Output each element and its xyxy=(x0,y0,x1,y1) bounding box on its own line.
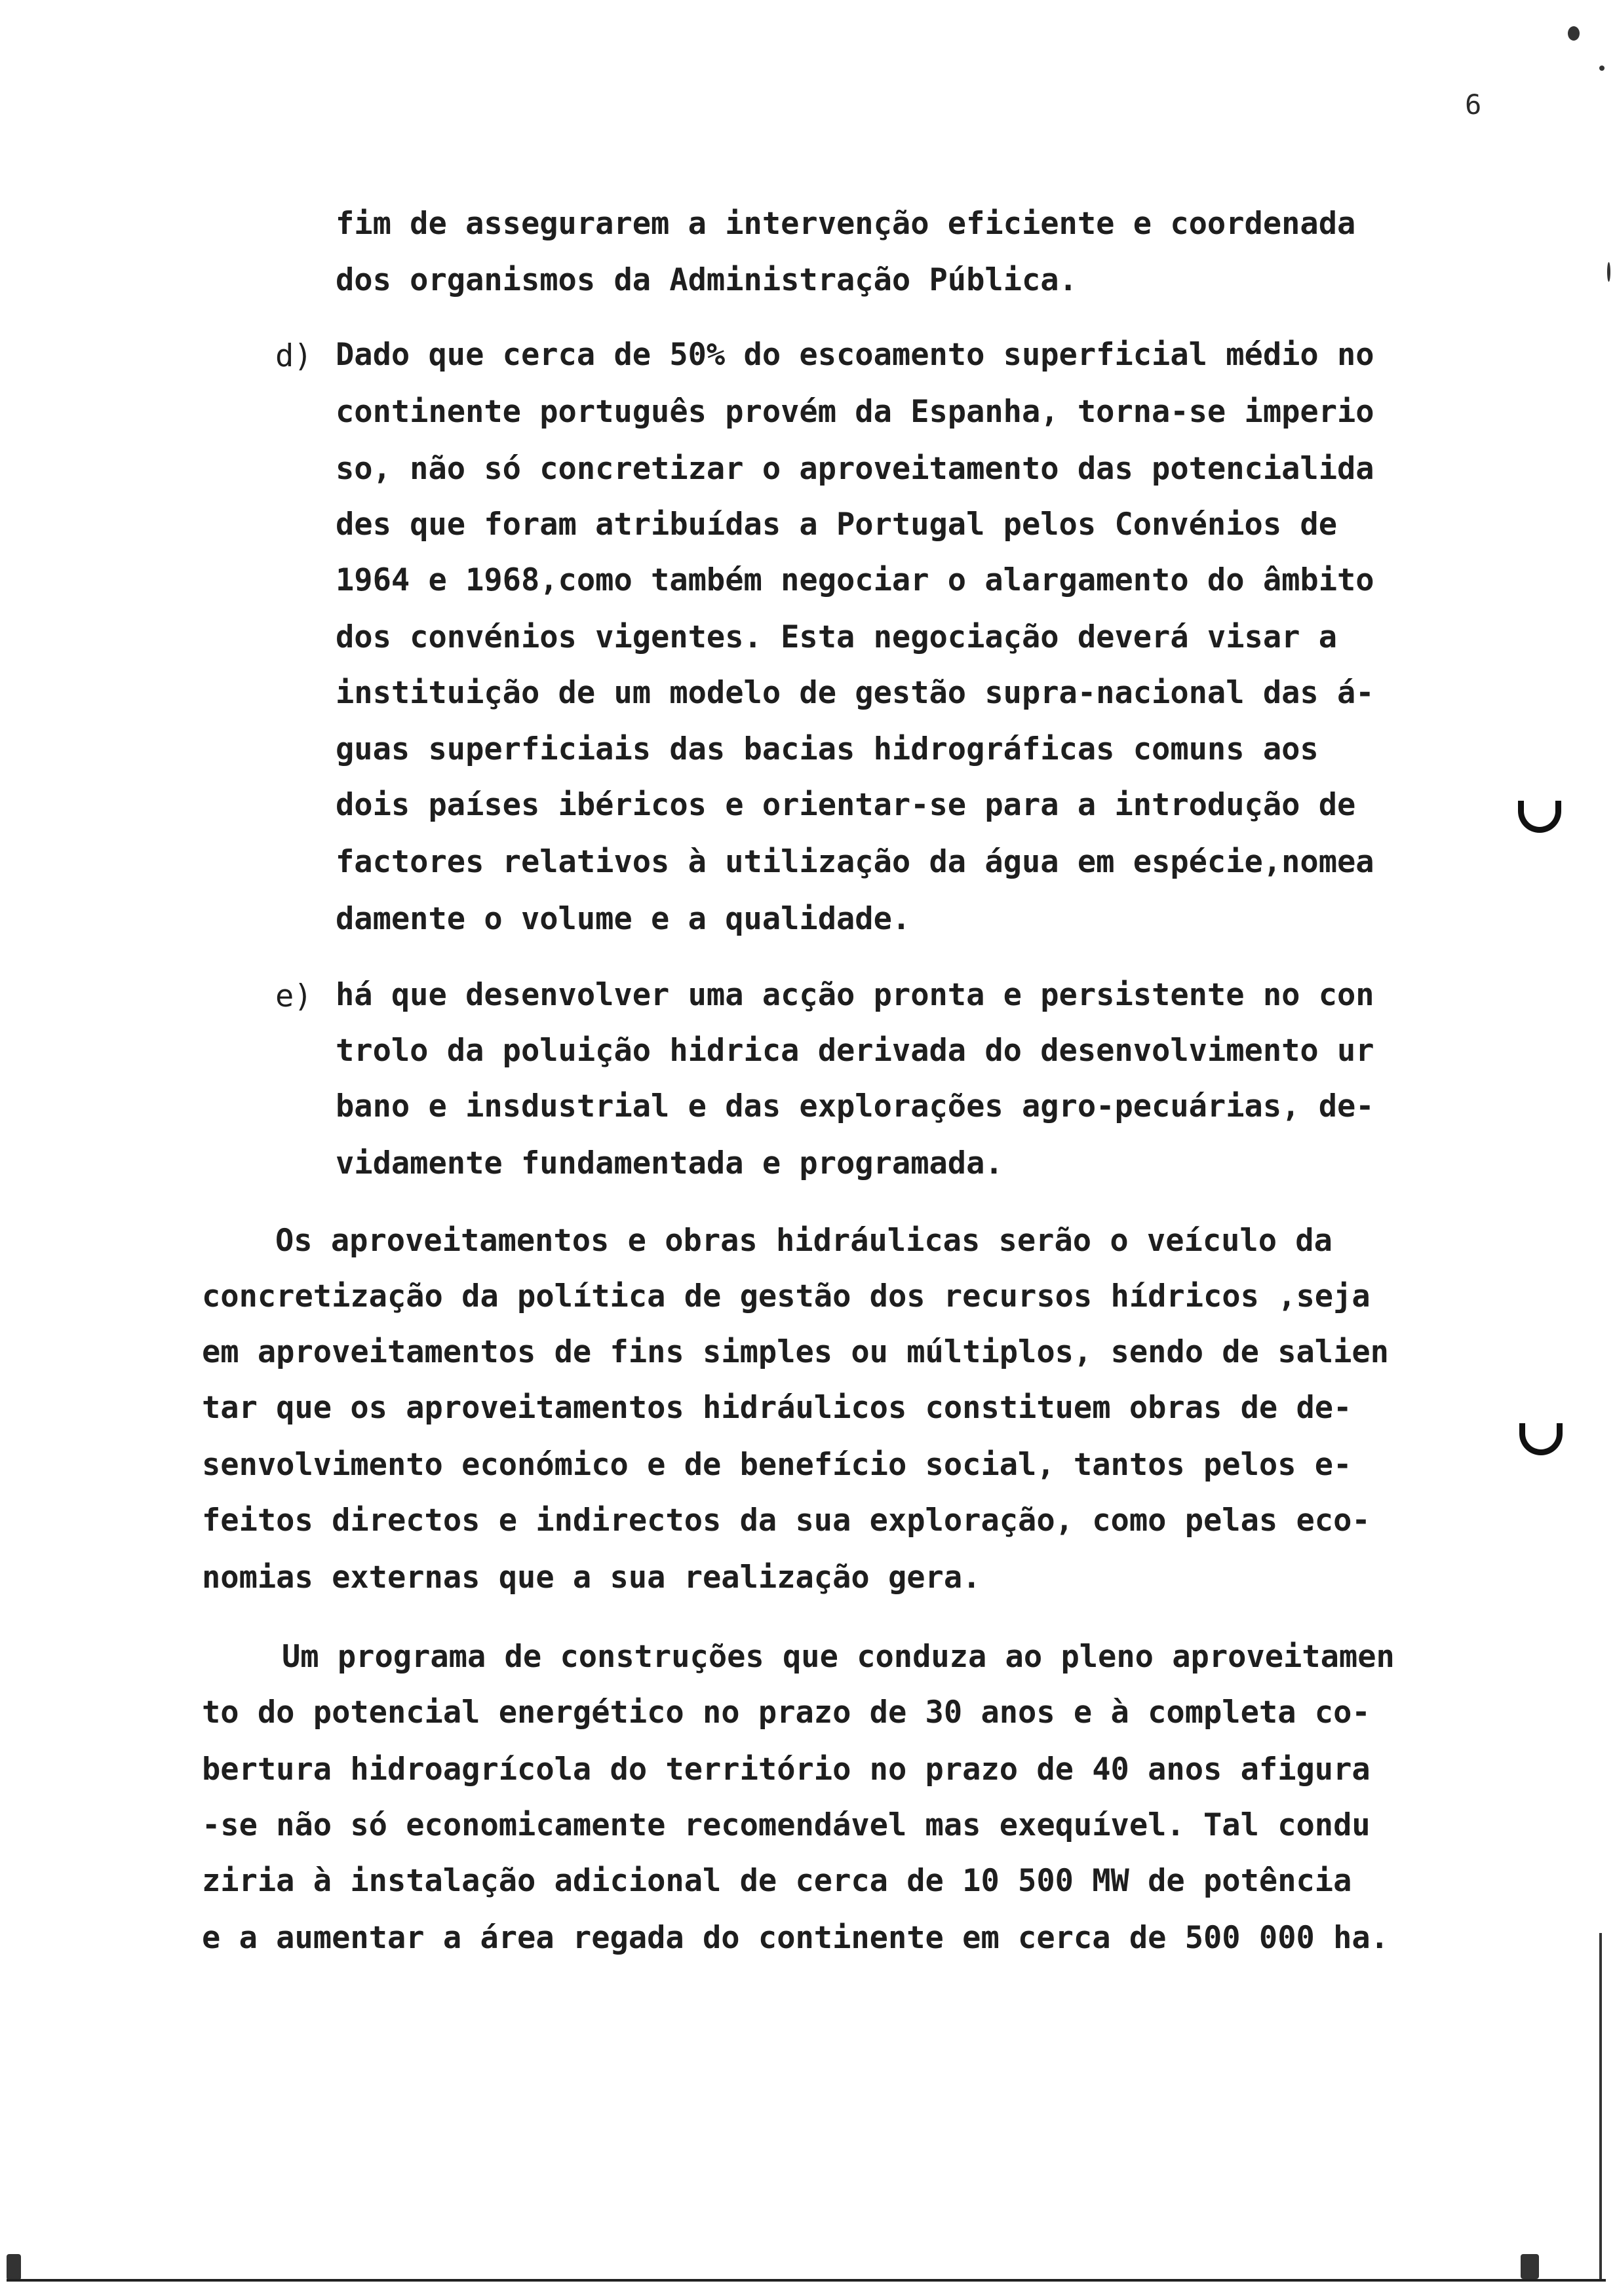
scan-speck xyxy=(1568,26,1580,41)
text-line: des que foram atribuídas a Portugal pelos Convénios de xyxy=(336,507,1338,543)
text-line: -se não só economicamente recomendável mas exequível. Tal condu xyxy=(202,1807,1371,1843)
text-line: damente o volume e a qualidade. xyxy=(336,901,911,937)
text-line: ziria à instalação adicional de cerca de 10 500 MW de potência xyxy=(202,1863,1352,1899)
scan-speck xyxy=(1607,262,1610,282)
text-line: dois países ibéricos e orientar-se para a introdução de xyxy=(336,787,1356,823)
scan-edge xyxy=(7,2279,1606,2282)
text-line: factores relativos à utilização da água em espécie,nomea xyxy=(336,844,1374,880)
list-marker: d) xyxy=(275,338,313,374)
scan-mark xyxy=(1519,1423,1563,1455)
text-line: em aproveitamentos de fins simples ou múltiplos, sendo de salien xyxy=(202,1334,1389,1370)
text-line: há que desenvolver uma acção pronta e persistente no con xyxy=(336,977,1374,1013)
text-line: senvolvimento económico e de benefício social, tantos pelos e- xyxy=(202,1447,1352,1483)
scan-edge xyxy=(1599,1933,1602,2282)
text-line: bertura hidroagrícola do território no prazo de 40 anos afigura xyxy=(202,1751,1371,1788)
text-line: guas superficiais das bacias hidrográficas comuns aos xyxy=(336,731,1319,767)
scan-speck xyxy=(1521,2254,1539,2279)
text-line: Um programa de construções que conduza ao pleno aproveitamen xyxy=(282,1639,1395,1675)
text-line: Dado que cerca de 50% do escoamento superficial médio no xyxy=(336,337,1374,373)
text-line: feitos directos e indirectos da sua exploração, como pelas eco- xyxy=(202,1502,1371,1539)
text-line: trolo da poluição hidrica derivada do desenvolvimento ur xyxy=(336,1033,1374,1069)
text-line: continente português provém da Espanha, torna-se imperio xyxy=(336,394,1374,430)
text-line: Os aproveitamentos e obras hidráulicas serão o veículo da xyxy=(275,1223,1333,1259)
text-line: instituição de um modelo de gestão supra-nacional das á- xyxy=(336,675,1374,711)
text-line: tar que os aproveitamentos hidráulicos constituem obras de de- xyxy=(202,1390,1352,1426)
text-line: nomias externas que a sua realização gera. xyxy=(202,1559,981,1596)
text-line: so, não só concretizar o aproveitamento das potencialida xyxy=(336,451,1374,487)
text-line: concretização da política de gestão dos recursos hídricos ,seja xyxy=(202,1278,1371,1314)
text-line: to do potencial energético no prazo de 30 anos e à completa co- xyxy=(202,1694,1371,1731)
scan-mark xyxy=(1518,801,1561,833)
page-number: 6 xyxy=(1465,88,1482,121)
text-line: dos convénios vigentes. Esta negociação deverá visar a xyxy=(336,619,1338,655)
scan-speck xyxy=(7,2254,21,2280)
text-line: 1964 e 1968,como também negociar o alargamento do âmbito xyxy=(336,562,1374,598)
scan-speck xyxy=(1599,66,1605,71)
text-line: dos organismos da Administração Pública. xyxy=(336,262,1078,298)
list-marker: e) xyxy=(275,978,313,1014)
text-line: bano e insdustrial e das explorações agro-pecuárias, de- xyxy=(336,1088,1374,1124)
text-line: vidamente fundamentada e programada. xyxy=(336,1145,1003,1181)
text-line: e a aumentar a área regada do continente em cerca de 500 000 ha. xyxy=(202,1920,1389,1956)
text-line: fim de assegurarem a intervenção eficiente e coordenada xyxy=(336,206,1356,242)
